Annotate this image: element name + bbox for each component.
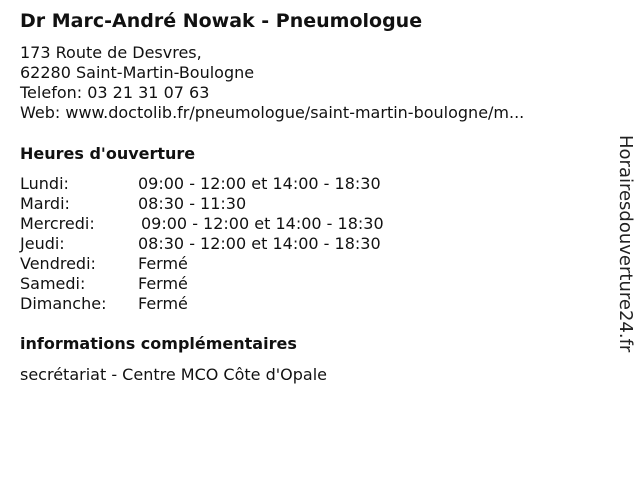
contact-block bbox=[20, 43, 524, 123]
page-title: Dr Marc-André Nowak - Pneumologue bbox=[20, 10, 423, 32]
opening-hours-heading: Heures d'ouverture bbox=[20, 144, 196, 163]
hours-time-value: 08:30 - 12:00 et 14:00 - 18:30 bbox=[138, 234, 381, 253]
phone-number: Telefon: 03 21 31 07 63 bbox=[20, 83, 210, 102]
opening-hours-table bbox=[20, 174, 440, 314]
hours-day-label: Samedi: bbox=[20, 274, 86, 293]
hours-row-sunday bbox=[20, 294, 440, 314]
additional-info-heading: informations complémentaires bbox=[20, 334, 297, 353]
website-link[interactable]: Web: www.doctolib.fr/pneumologue/saint-martin-boulogne/m... bbox=[20, 103, 525, 122]
hours-day-label: Jeudi: bbox=[20, 234, 65, 253]
site-watermark: Horairesdouverture24.fr bbox=[615, 135, 636, 353]
hours-row-thursday bbox=[20, 234, 440, 254]
hours-day-label: Mardi: bbox=[20, 194, 70, 213]
hours-time-value: Fermé bbox=[138, 254, 188, 273]
hours-day-label: Lundi: bbox=[20, 174, 69, 193]
address-line-street: 173 Route de Desvres, bbox=[20, 43, 202, 62]
hours-time-value: 08:30 - 11:30 bbox=[138, 194, 247, 213]
hours-row-wednesday bbox=[20, 214, 440, 234]
address-line-city: 62280 Saint-Martin-Boulogne bbox=[20, 63, 255, 82]
hours-row-friday bbox=[20, 254, 440, 274]
hours-row-tuesday bbox=[20, 194, 440, 214]
hours-day-label: Mercredi: bbox=[20, 214, 95, 233]
hours-time-value: Fermé bbox=[138, 294, 188, 313]
additional-info-text: secrétariat - Centre MCO Côte d'Opale bbox=[20, 365, 327, 384]
hours-time-value: 09:00 - 12:00 et 14:00 - 18:30 bbox=[141, 214, 384, 233]
hours-time-value: 09:00 - 12:00 et 14:00 - 18:30 bbox=[138, 174, 381, 193]
hours-row-saturday bbox=[20, 274, 440, 294]
hours-time-value: Fermé bbox=[138, 274, 188, 293]
hours-row-monday bbox=[20, 174, 440, 194]
hours-day-label: Vendredi: bbox=[20, 254, 96, 273]
hours-day-label: Dimanche: bbox=[20, 294, 107, 313]
